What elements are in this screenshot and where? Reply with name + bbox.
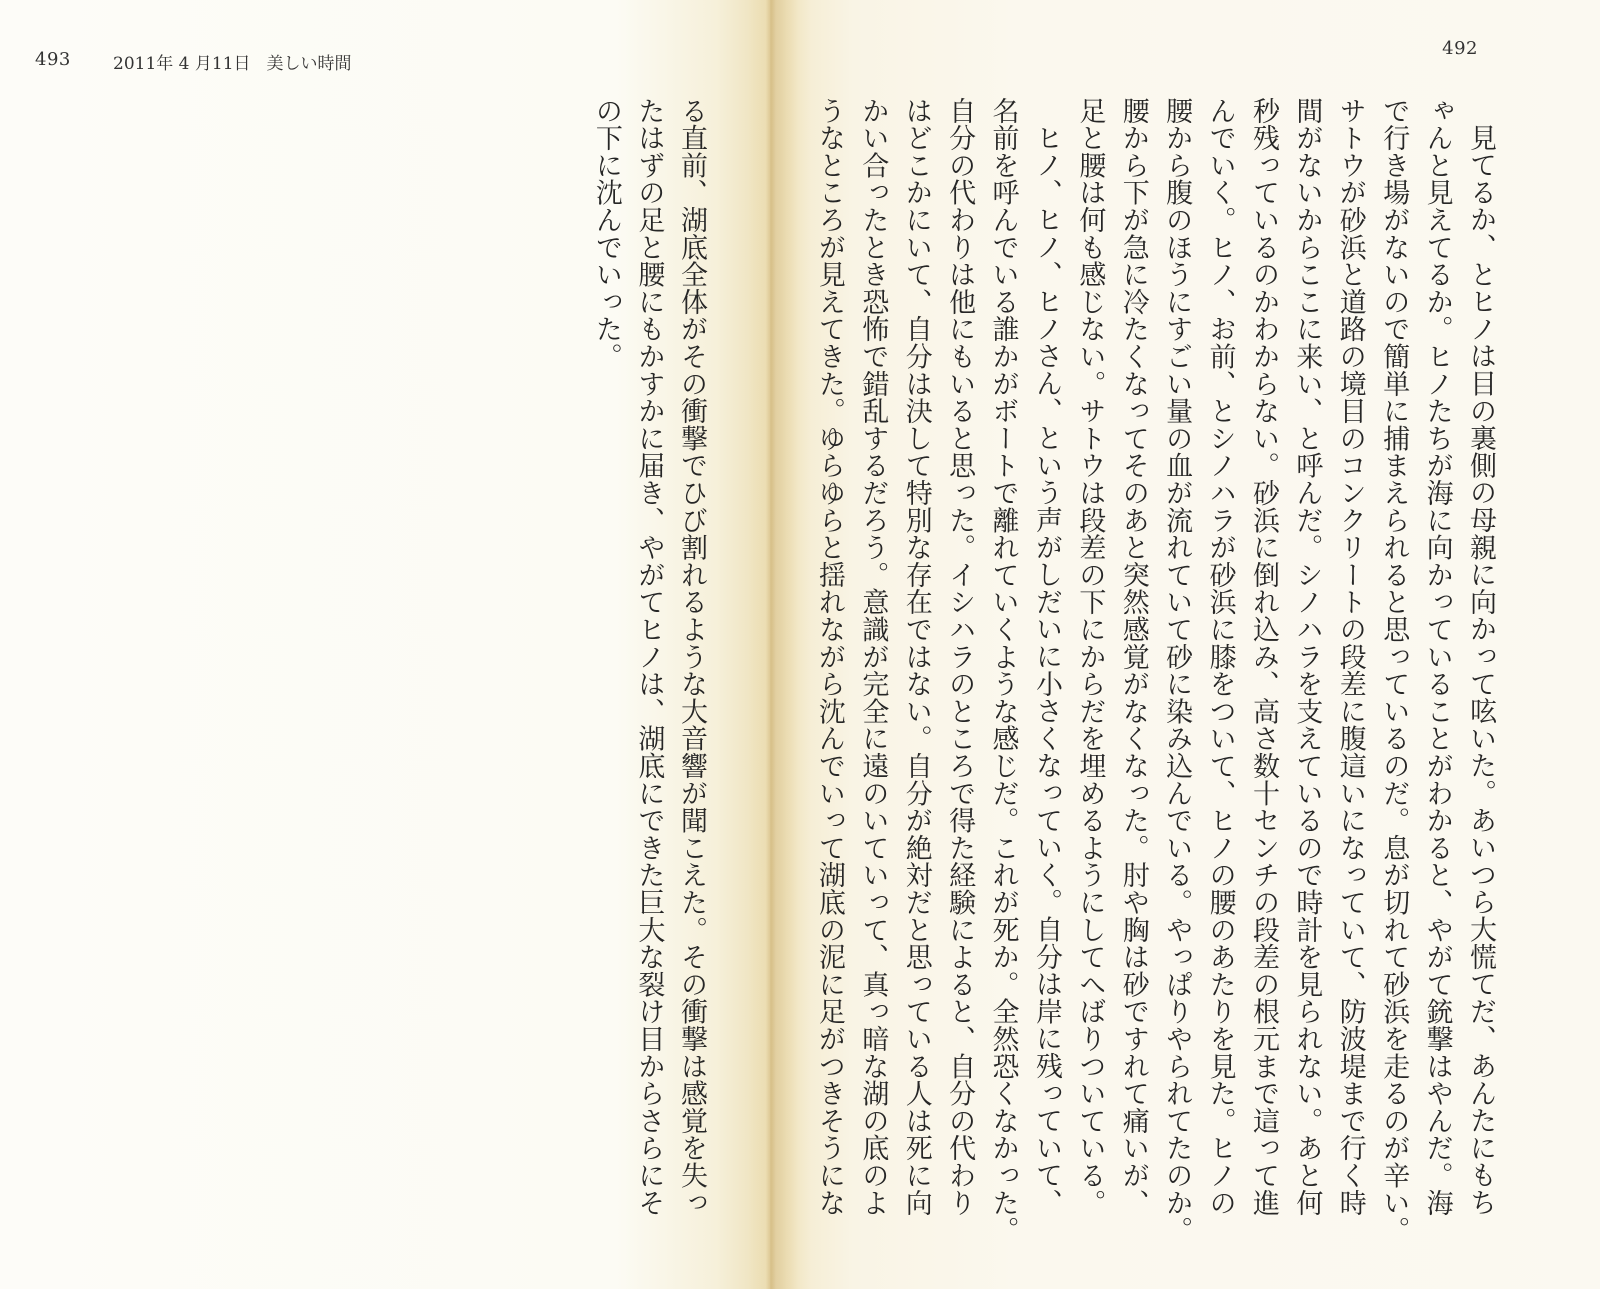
right-page-number: 492: [1442, 38, 1478, 59]
text-line: 見てるか、とヒノは目の裏側の母親に向かって呟いた。あいつら大慌てだ、あんたにもち: [1465, 124, 1496, 1216]
text-line: の下に沈んでいった。: [590, 97, 622, 370]
running-head-date: 2011年 4 月11日: [113, 54, 251, 74]
text-line: んでいく。ヒノ、お前、とシノハラが砂浜に膝をついて、ヒノの腰のあたりを見た。ヒノの: [1204, 97, 1236, 1217]
text-line: たはずの足と腰にもかすかに届き、やがてヒノは、湖底にできた巨大な裂け目からさらにそ: [633, 97, 665, 1217]
text-line: る直前、湖底全体がその衝撃でひび割れるような大音響が聞こえた。その衝撃は感覚を失っ: [676, 97, 707, 1217]
text-line: ゃんと見えてるか。ヒノたちが海に向かっていることがわかると、やがて銃撃はやんだ。海: [1421, 97, 1453, 1217]
text-line: かい合ったとき恐怖で錯乱するだろう。意識が完全に遠のいていって、真っ暗な湖の底のよ: [857, 97, 889, 1217]
text-line: 腰から腹のほうにすごい量の血が流れていて砂に染み込んでいる。やっぱりやられてたのか。: [1161, 97, 1193, 1244]
text-line: 間がないからここに来い、と呼んだ。シノハラを支えているので時計を見られない。あと何: [1291, 97, 1323, 1217]
left-page-body-text: [584, 97, 712, 1247]
left-page-number: 493: [35, 49, 71, 70]
text-line: 腰から下が急に冷たくなってそのあと突然感覚がなくなった。肘や胸は砂ですれて痛いが、: [1117, 97, 1149, 1217]
text-line: 自分の代わりは他にもいると思った。イシハラのところで得た経験によると、自分の代わり: [944, 97, 976, 1217]
text-line: うなところが見えてきた。ゆらゆらと揺れながら沈んでいって湖底の泥に足がつきそうにな: [813, 97, 845, 1217]
book-gutter-shadow: [748, 0, 798, 1289]
text-line: で行き場がないので簡単に捕まえられると思っているのだ。息が切れて砂浜を走るのが辛い。: [1378, 97, 1410, 1244]
text-line: はどこかにいて、自分は決して特別な存在ではない。自分が絶対だと思っている人は死に向: [900, 97, 932, 1217]
text-line: 足と腰は何も感じない。サトウは段差の下にからだを埋めるようにしてへばりついている。: [1074, 97, 1106, 1217]
running-head-title: 美しい時間: [266, 54, 352, 74]
text-line: ヒノ、ヒノ、ヒノさん、という声がしだいに小さくなっていく。自分は岸に残っていて、: [1030, 124, 1062, 1216]
right-page-body-text: [808, 97, 1503, 1247]
text-line: サトウが砂浜と道路の境目のコンクリートの段差に腹這いになっていて、防波堤まで行く時: [1334, 97, 1366, 1217]
text-line: 名前を呼んでいる誰かがボートで離れていくような感じだ。これが死か。全然恐くなかった。: [987, 97, 1019, 1244]
text-line: 秒残っているのかわからない。砂浜に倒れ込み、高さ数十センチの段差の根元まで這って進: [1247, 97, 1279, 1217]
running-head: [113, 49, 352, 74]
